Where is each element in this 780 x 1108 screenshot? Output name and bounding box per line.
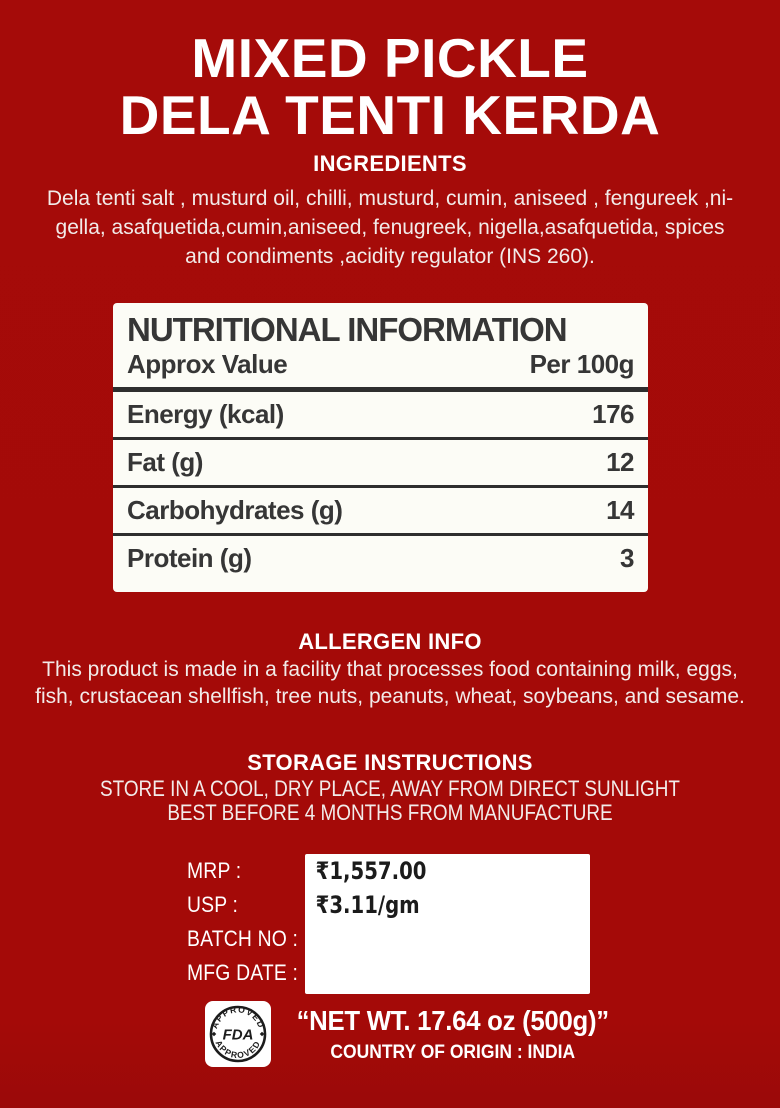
nutrient-name: Protein (g): [127, 543, 252, 573]
svg-text:FDA: FDA: [222, 1026, 254, 1044]
fda-approved-icon: [205, 1001, 271, 1067]
nutrient-value: 12: [606, 447, 634, 477]
nutrient-value: 176: [592, 399, 634, 429]
usp-label: USP :: [187, 892, 239, 917]
ingredients-line: gella, asafquetida,cumin,aniseed, fenugreek, nigella,asafquetida, spices: [55, 216, 725, 239]
mrp-value: ₹1,557.00: [315, 857, 427, 885]
allergen-text: [0, 656, 780, 710]
product-title: [0, 27, 780, 146]
nutrient-name: Energy (kcal): [127, 399, 284, 429]
nutrient-name: Carbohydrates (g): [127, 495, 343, 525]
mfg-date-label: MFG DATE :: [187, 960, 299, 985]
nutrient-value: 14: [606, 495, 634, 525]
storage-line: BEST BEFORE 4 MONTHS FROM MANUFACTURE: [167, 800, 613, 825]
storage-heading: STORAGE INSTRUCTIONS: [247, 750, 533, 775]
nutrition-col-label: Approx Value: [127, 349, 288, 379]
table-row: [113, 536, 648, 581]
table-row: [113, 440, 648, 488]
pricing-row-batch-no: [187, 922, 590, 956]
svg-text:APPROVED: APPROVED: [213, 1038, 263, 1061]
nutrition-title: NUTRITIONAL INFORMATION: [127, 311, 567, 348]
pricing-row-mfg-date: [187, 956, 590, 990]
ingredients-heading: INGREDIENTS: [313, 151, 467, 176]
batch-no-label: BATCH NO :: [187, 926, 299, 951]
nutrition-column-headers: [113, 350, 648, 392]
storage-line: STORE IN A COOL, DRY PLACE, AWAY FROM DIRECT SUNLIGHT: [99, 776, 680, 801]
country-of-origin-text: COUNTRY OF ORIGIN : INDIA: [330, 1042, 576, 1063]
nutrient-value: 3: [620, 543, 634, 573]
footer: [24, 1001, 780, 1067]
allergen-heading: ALLERGEN INFO: [298, 629, 482, 654]
nutrition-col-value: Per 100g: [529, 349, 634, 379]
svg-text:APPROVED: APPROVED: [209, 1004, 267, 1031]
ingredients-text: [0, 184, 780, 271]
storage-text: [0, 777, 780, 825]
nutrition-table: [113, 303, 648, 592]
pricing-row-usp: [187, 888, 590, 922]
nutrient-name: Fat (g): [127, 447, 203, 477]
ingredients-line: Dela tenti salt , musturd oil, chilli, musturd, cumin, aniseed , fengureek ,ni-: [46, 187, 734, 210]
product-title-line2: DELA TENTI KERDA: [119, 84, 661, 146]
usp-value: ₹3.11/gm: [315, 891, 420, 919]
ingredients-line: and condiments ,acidity regulator (INS 260).: [185, 245, 595, 268]
mrp-label: MRP :: [187, 858, 242, 883]
product-title-line1: MIXED PICKLE: [191, 27, 589, 89]
table-row: [113, 488, 648, 536]
allergen-line: fish, crustacean shellfish, tree nuts, peanuts, wheat, soybeans, and sesame.: [35, 685, 745, 708]
net-weight-text: “NET WT. 17.64 oz (500g)”: [296, 1005, 610, 1036]
table-row: [113, 392, 648, 440]
net-weight-block: [283, 1001, 622, 1064]
pricing-block: [187, 854, 590, 994]
allergen-line: This product is made in a facility that processes food containing milk, eggs,: [42, 658, 738, 681]
pricing-row-mrp: [187, 854, 590, 888]
